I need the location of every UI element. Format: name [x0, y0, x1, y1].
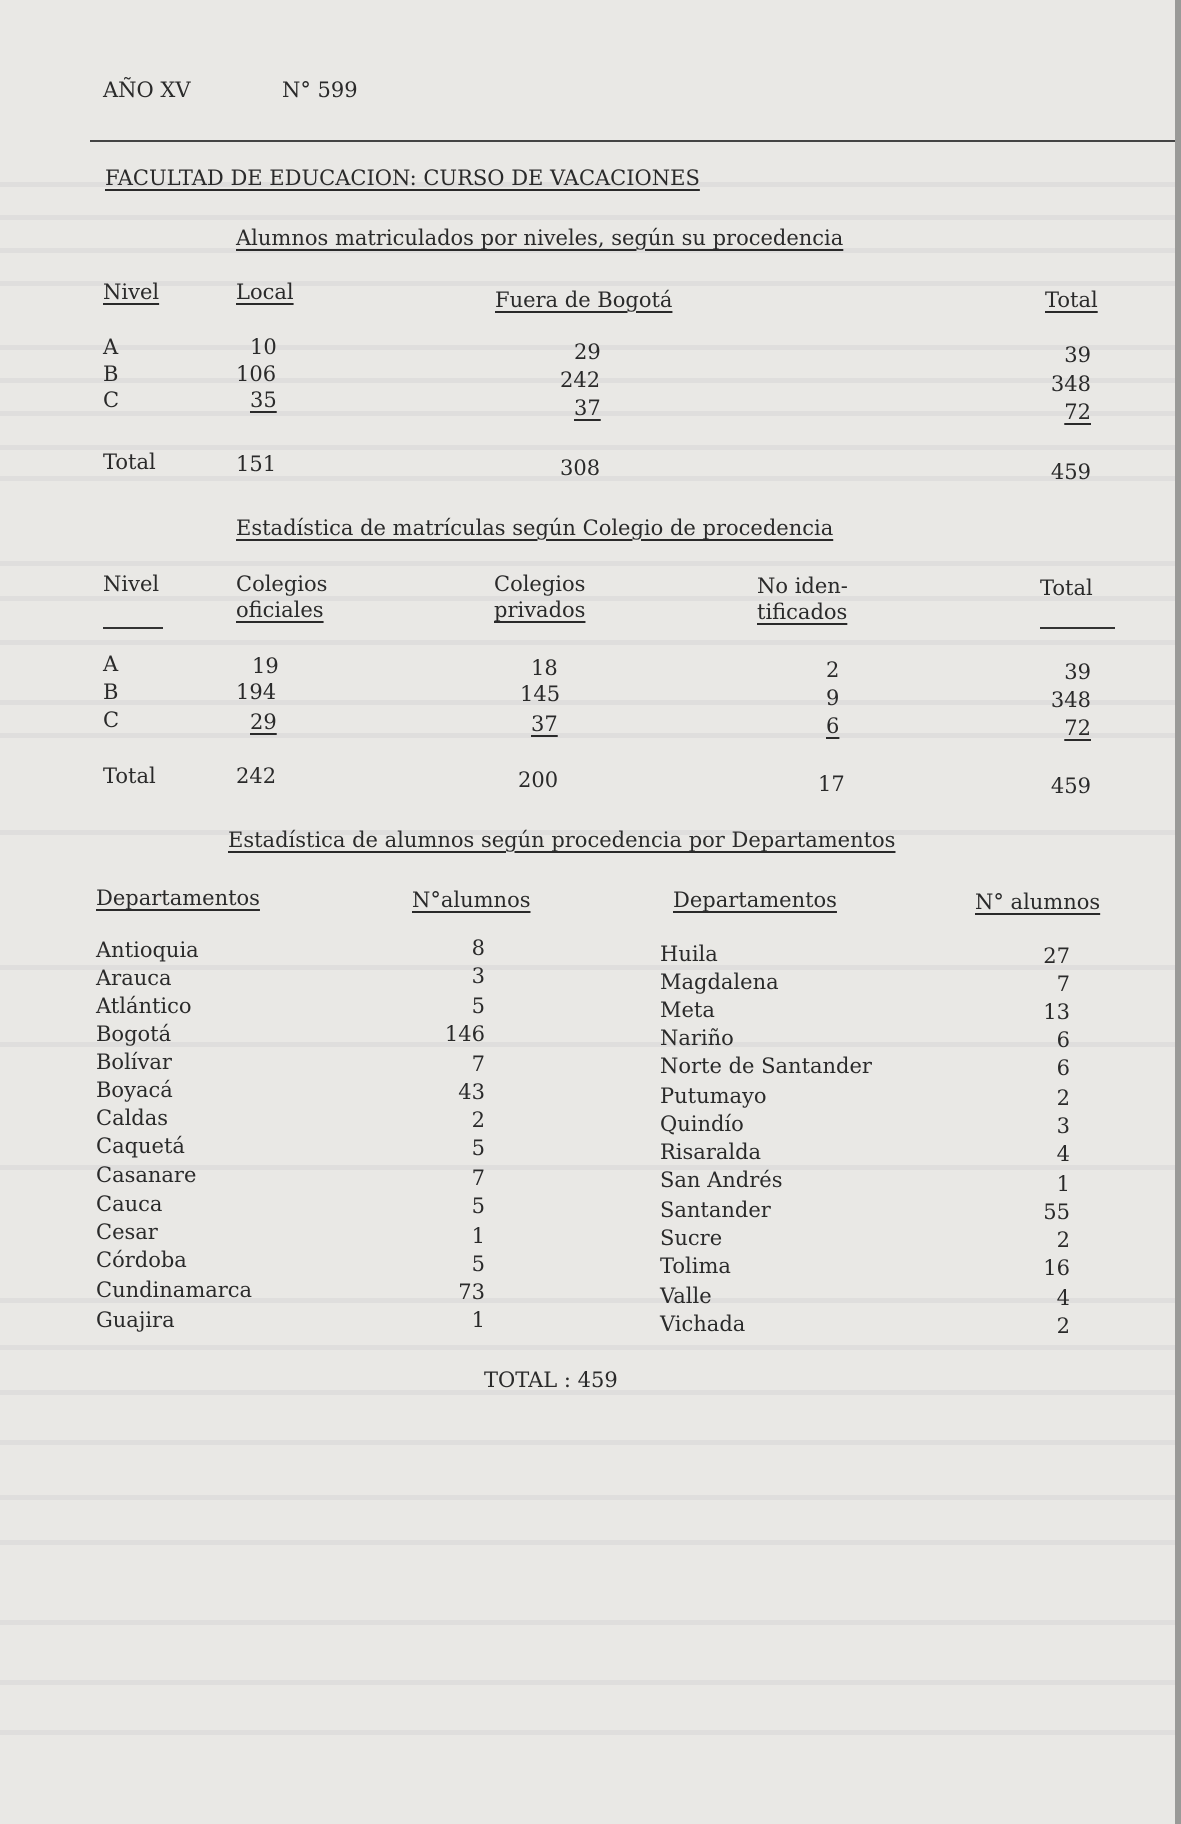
- grand-total: TOTAL : 459: [484, 1368, 618, 1392]
- dep-count: 5: [471, 1252, 485, 1276]
- table2-header-noid-2: tificados: [757, 600, 848, 624]
- dep-name: Vichada: [660, 1312, 746, 1336]
- dep-name: Casanare: [96, 1163, 197, 1187]
- dep-name: Meta: [660, 998, 715, 1022]
- dep-name: Magdalena: [660, 970, 779, 994]
- dep-count: 146: [444, 1022, 485, 1046]
- dep-name: Santander: [660, 1198, 771, 1222]
- cell-noid: 2: [826, 658, 840, 682]
- table1-header-total: Total: [1045, 288, 1098, 312]
- cell-nivel: Total: [103, 764, 156, 788]
- cell-local: 35: [250, 388, 277, 412]
- dep-name: Norte de Santander: [660, 1054, 872, 1078]
- table2-header-nivel: Nivel: [103, 572, 160, 596]
- dep-count: 27: [1043, 944, 1070, 968]
- cell-oficiales: 19: [252, 654, 279, 678]
- table1-header-fuera: Fuera de Bogotá: [495, 288, 673, 312]
- cell-nivel: B: [103, 362, 119, 386]
- dep-name: Córdoba: [96, 1248, 187, 1272]
- dep-count: 2: [1056, 1314, 1070, 1338]
- dep-name: Quindío: [660, 1112, 744, 1136]
- page-title: FACULTAD DE EDUCACION: CURSO DE VACACIONES: [105, 166, 700, 190]
- cell-total: 459: [1050, 774, 1091, 798]
- dep-count: 1: [471, 1224, 485, 1248]
- dep-count: 2: [471, 1108, 485, 1132]
- cell-total: 39: [1064, 343, 1091, 367]
- cell-noid: 6: [826, 714, 840, 738]
- table2-header-oficiales-1: Colegios: [236, 572, 328, 596]
- cell-local: 151: [236, 452, 277, 476]
- dep-name: Caquetá: [96, 1134, 185, 1158]
- dep-count: 2: [1056, 1086, 1070, 1110]
- header-underline: [103, 627, 163, 629]
- dep-count: 6: [1056, 1056, 1070, 1080]
- cell-nivel: C: [103, 388, 120, 412]
- table3-header-dep-left: Departamentos: [96, 886, 260, 910]
- header-underline: [1040, 627, 1115, 629]
- dep-count: 7: [1056, 972, 1070, 996]
- cell-fuera: 242: [560, 368, 601, 392]
- dep-name: Tolima: [660, 1254, 731, 1278]
- cell-fuera: 308: [560, 456, 601, 480]
- cell-privados: 145: [520, 682, 561, 706]
- dep-name: Boyacá: [96, 1078, 173, 1102]
- dep-count: 1: [1056, 1172, 1070, 1196]
- dep-count: 4: [1056, 1142, 1070, 1166]
- dep-count: 13: [1043, 1000, 1070, 1024]
- dep-count: 5: [471, 994, 485, 1018]
- dep-count: 7: [471, 1166, 485, 1190]
- dep-name: Caldas: [96, 1106, 169, 1130]
- dep-name: Nariño: [660, 1026, 734, 1050]
- dep-name: Risaralda: [660, 1140, 762, 1164]
- dep-count: 55: [1043, 1200, 1070, 1224]
- cell-noid: 9: [826, 686, 840, 710]
- cell-oficiales: 194: [236, 680, 277, 704]
- dep-count: 2: [1056, 1228, 1070, 1252]
- dep-name: Cauca: [96, 1192, 163, 1216]
- header-rule: [90, 140, 1181, 142]
- table3-header-alumnos-right: N° alumnos: [975, 890, 1101, 914]
- cell-noid: 17: [818, 772, 845, 796]
- cell-local: 106: [236, 362, 277, 386]
- dep-count: 6: [1056, 1028, 1070, 1052]
- cell-fuera: 37: [574, 396, 601, 420]
- table1-header-local: Local: [236, 280, 294, 304]
- cell-total: 72: [1064, 716, 1091, 740]
- table3-header-alumnos-left: N°alumnos: [412, 888, 531, 912]
- table1-header-nivel: Nivel: [103, 280, 160, 304]
- dep-count: 5: [471, 1136, 485, 1160]
- table3-subtitle: Estadística de alumnos según procedencia por Departamentos: [228, 828, 896, 852]
- cell-fuera: 29: [574, 340, 601, 364]
- dep-count: 7: [471, 1052, 485, 1076]
- dep-count: 3: [1056, 1114, 1070, 1138]
- issue-number: N° 599: [282, 78, 358, 102]
- cell-total: 348: [1050, 688, 1091, 712]
- dep-name: Cundinamarca: [96, 1278, 253, 1302]
- cell-privados: 37: [531, 712, 558, 736]
- dep-count: 16: [1043, 1256, 1070, 1280]
- dep-name: Bogotá: [96, 1022, 172, 1046]
- dep-name: Valle: [660, 1284, 712, 1308]
- dep-name: San Andrés: [660, 1168, 783, 1192]
- table2-header-oficiales-2: oficiales: [236, 598, 324, 622]
- dep-name: Atlántico: [96, 994, 192, 1018]
- dep-count: 73: [458, 1280, 485, 1304]
- dep-count: 8: [471, 936, 485, 960]
- cell-privados: 200: [518, 768, 559, 792]
- dep-count: 43: [458, 1080, 485, 1104]
- dep-name: Bolívar: [96, 1050, 172, 1074]
- dep-name: Guajira: [96, 1308, 175, 1332]
- dep-count: 4: [1056, 1286, 1070, 1310]
- cell-nivel: B: [103, 680, 119, 704]
- cell-nivel: Total: [103, 450, 156, 474]
- dep-count: 3: [471, 964, 485, 988]
- cell-local: 10: [250, 335, 277, 359]
- dep-name: Putumayo: [660, 1084, 767, 1108]
- cell-total: 348: [1050, 372, 1091, 396]
- cell-oficiales: 242: [236, 764, 277, 788]
- table2-header-privados-1: Colegios: [494, 572, 586, 596]
- table1-subtitle: Alumnos matriculados por niveles, según su procedencia: [236, 226, 844, 250]
- cell-oficiales: 29: [250, 710, 277, 734]
- table2-header-total: Total: [1040, 576, 1093, 600]
- dep-name: Cesar: [96, 1220, 158, 1244]
- cell-nivel: C: [103, 708, 120, 732]
- dep-count: 1: [471, 1308, 485, 1332]
- cell-privados: 18: [531, 656, 558, 680]
- table2-header-privados-2: privados: [494, 598, 586, 622]
- table3-header-dep-right: Departamentos: [673, 888, 837, 912]
- cell-total: 459: [1050, 460, 1091, 484]
- issue-year: AÑO XV: [103, 78, 191, 102]
- cell-nivel: A: [103, 335, 119, 359]
- table2-subtitle: Estadística de matrículas según Colegio de procedencia: [236, 516, 834, 540]
- dep-name: Arauca: [96, 966, 172, 990]
- dep-name: Antioquia: [96, 938, 199, 962]
- table2-header-noid-1: No iden-: [757, 574, 848, 598]
- cell-total: 72: [1064, 400, 1091, 424]
- dep-count: 5: [471, 1194, 485, 1218]
- dep-name: Huila: [660, 942, 718, 966]
- scan-edge: [1175, 0, 1181, 1824]
- cell-nivel: A: [103, 652, 119, 676]
- dep-name: Sucre: [660, 1226, 723, 1250]
- cell-total: 39: [1064, 660, 1091, 684]
